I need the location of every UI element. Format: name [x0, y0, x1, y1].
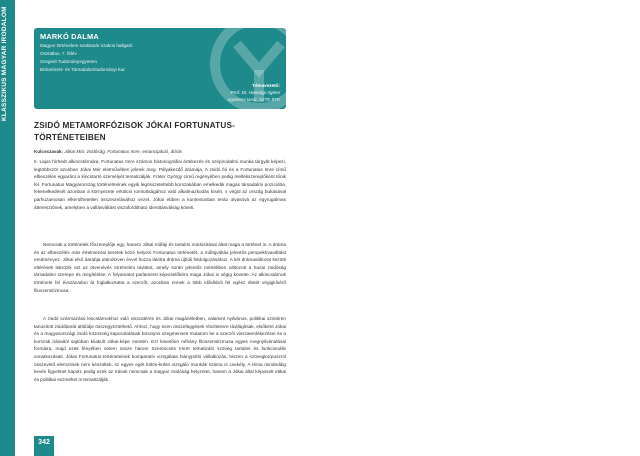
page-number: 342 — [38, 439, 50, 446]
author-name: MARKÓ DALMA — [40, 32, 99, 41]
article-title: ZSIDÓ METAMORFÓZISOK JÓKAI FORTUNATUS-TÖRTÉNETEIBEN — [34, 121, 236, 142]
supervisor-name: Prof. Dr. Hansági Ágnes — [230, 90, 280, 95]
author-header — [34, 28, 286, 109]
keywords-text: Jókai Mór, zsidóság, Fortunatus Imre, emancipáció, átírás — [64, 149, 183, 154]
paragraph: II. Lajos hírhedt alkincstárnoka, Fortunatus Imre számos historiográfiai értekezés és szépirodalmi munka tárgyát képezi, legtöbbször azonban Jókai Mór eletművében jelenik meg. Pályakezdő drámája, A zsidó fiú és a Fortunatus Imre című elbeszélés egyaránt a kincstartó személyét tematizálják. Frater György című regényében pedig mellékszereplőként tűnik fel. Fortunatus Magyarország történelmének egyik legösszetettebb korszakában emelkedik magas társadalmi pozícióba, felemelkedését azonban a környezete erkölcsi romlottságához való alkalmazkodás kíséri, s végül az ország bukásával párhuzamosan elkerülhetetlen összeomlásához vezet. Jókai ebben a kontextusban teráz olvasóvá az egyrugalmas átteresztőnek, amelyben a vallásváltást viszaforditható identitásválság követi. — [34, 159, 286, 210]
paragraph: A zsidó származású kincstárnokhoz való visszatérés és Jókai magánéletben, valamint nyilvános, politikai szintéren tanúsított zsidóbarát attitűdje összegyeztethető. Ahhoz, hogy ezen összefüggések részletesre rávilágítsak, elsőként Jókai és a magyarországi zsidó közösség kapcsolatának bizonyos szegmenseit mutatom be a szerzői visszaemlékezései és a korszak írásaitól sajtóban kiiakult Jókai-képe mentén. Ezt követően néhány filoszemitizmusa egyes megnyilvánulásai formáira, majd ezek fényében vetem össze három Szerencsés Imret tematizáló szöveg tartalmi és funkcionális vonatkozásait. Jókai Fortunatus-történeteinek komparatív vizsgálata hiánypótló vállalkozás, hiszen a szövegkorpuszról összevető elemzések nem készültek, sz egyes egét külön-külön vizsgáló munkák száma is csekély. A téma mindeddig kevés figyelmet kapott, pedig ezek az írások nemcsak a magyar zsidóság helyzetet, hanem a Jókai által képviselt etikai és politikai eszméket is tematizálják. — [34, 316, 286, 382]
page-number-box — [34, 436, 54, 456]
section-label: KLASSZIKUS MAGYAR IRODALOM — [1, 6, 8, 121]
supervisor-label: Témavezető: — [252, 83, 280, 88]
supervisor-role: egyetemi tanár, SZTE BTK — [227, 97, 280, 102]
author-faculty: Bölcsészet- és Társadalomtudományi Kar — [40, 67, 125, 72]
paragraph: Nemcsak a történetek főszereplője egy, hanem Jókai műfaji és tartalmi módosításai által maga a történet is. A dráma és az elbeszélés más értelmezési keretek közé helyezi Fortunatus történetét, a műfajváltás jelentős perspektívaváltást eredményez. Jókai első darabja utánókrven évvel hozza látótta dráma újbóli feldolgozásához. A két drámaváltozat közötti eltérések tükrözik azt az ötvenévés történelmi távlatot, amely során jelentős mértékben változott a hazai zsidóság társadalmi szerepe és megítélése. A folyamatot parlamenti képviselőként maga Jókai is végig követte. Az alkincstárnok története fel évszázadon át foglalkoztatta a szerzőt, azonban ennek a több idősíkból fel egész életét végigkísérő filoszemitizmusa. — [34, 242, 286, 293]
author-semester: Osztatlan, 7. félév — [40, 51, 77, 56]
author-university: Szegedi Tudományegyetem — [40, 59, 97, 64]
keywords-line — [34, 149, 286, 154]
keywords-label: Kulcsszavak: — [34, 149, 64, 154]
side-strip — [0, 0, 15, 456]
author-study-field: Magyar történelem szaktanár szakos hallgató — [40, 43, 133, 48]
